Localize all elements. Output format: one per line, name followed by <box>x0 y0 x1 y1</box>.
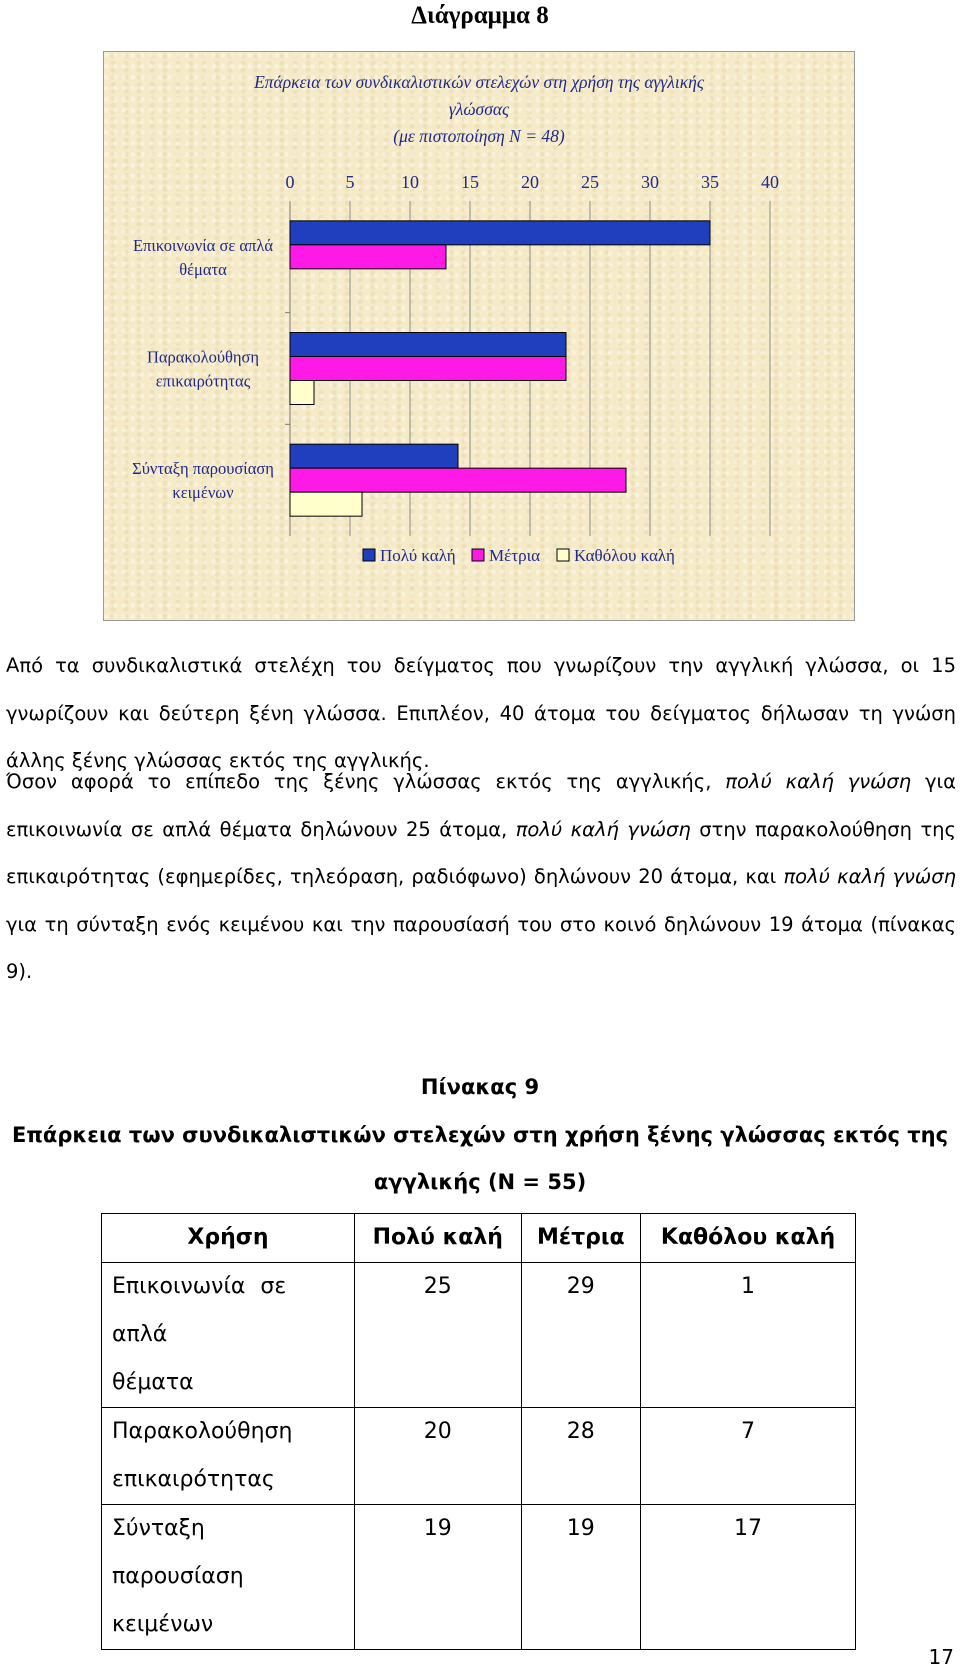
x-tick-label: 30 <box>641 172 659 192</box>
header-moderate: Μέτρια <box>521 1214 641 1263</box>
p2-seg-g: για τη σύνταξη ενός κειμένου και την παρουσίασή του στο κοινό δηλώνουν 19 άτομα (πίνακας 9). <box>6 912 956 983</box>
legend-swatch <box>472 549 484 561</box>
table-row <box>102 1408 856 1505</box>
x-tick-label: 40 <box>761 172 779 192</box>
x-tick-label: 10 <box>401 172 419 192</box>
cell-moderate: 29 <box>521 1263 641 1408</box>
page-number: 17 <box>928 1645 954 1669</box>
data-table <box>101 1213 856 1650</box>
row-label-line-2: επικαιρότητας <box>112 1467 275 1492</box>
paragraph-2 <box>6 758 956 996</box>
figure-heading: Διάγραμμα 8 <box>411 2 549 29</box>
row-label <box>102 1408 355 1505</box>
p2-seg-e: στην παρακολούθηση της επικαιρότητας (εφημερίδες, τηλεόραση, ραδιόφωνο) δηλώνουν 20 άτομα, και <box>6 817 956 888</box>
row-label-line-1: Σύνταξη παρουσίαση <box>112 1516 244 1589</box>
x-tick-label: 0 <box>285 172 295 192</box>
x-tick-label: 5 <box>345 172 355 192</box>
x-tick-label: 15 <box>461 172 479 192</box>
cell-very-good: 20 <box>355 1408 522 1505</box>
cell-moderate: 28 <box>521 1408 641 1505</box>
bar-very-good <box>290 333 566 357</box>
legend-swatch <box>363 549 375 561</box>
category-label: κειμένων <box>172 483 234 503</box>
legend-label: Πολύ καλή <box>380 546 456 565</box>
x-tick-label: 25 <box>581 172 599 192</box>
category-label: επικαιρότητας <box>155 371 251 391</box>
legend-swatch <box>557 549 569 561</box>
paragraph-1-text: Από τα συνδικαλιστικά στελέχη του δείγματος που γνωρίζουν την αγγλική γλώσσα, οι 15 γνωρίζουν και δεύτερη ξένη γλώσσα. Επιπλέον, 40 άτομα του δείγματος δήλωσαν τη γνώση άλλης ξένης γλώσσας εκτός της αγγλικής. <box>6 654 956 772</box>
cell-very-good: 25 <box>355 1263 522 1408</box>
row-label <box>102 1263 355 1408</box>
x-tick-label: 35 <box>701 172 719 192</box>
category-label: Σύνταξη παρουσίαση <box>132 459 274 479</box>
row-label-line-2: κειμένων <box>112 1612 214 1637</box>
legend-label: Μέτρια <box>489 546 541 565</box>
legend-label: Καθόλου καλή <box>574 546 675 565</box>
p2-seg-a: Όσον αφορά το επίπεδο της ξένης γλώσσας εκτός της αγγλικής, <box>6 770 726 793</box>
header-usage: Χρήση <box>102 1214 355 1263</box>
bar-not-good <box>290 381 314 405</box>
cell-not-good: 1 <box>641 1263 856 1408</box>
chart-title-line-2: γλώσσας <box>448 99 510 119</box>
p2-emph-2: πολύ καλή γνώση <box>515 817 691 841</box>
table-row <box>102 1505 856 1650</box>
chart-title-line-1: Επάρκεια των συνδικαλιστικών στελεχών στη χρήση της αγγλικής <box>254 72 704 92</box>
p2-emph-3: πολύ καλή γνώση <box>783 865 956 888</box>
x-tick-label: 20 <box>521 172 539 192</box>
cell-moderate: 19 <box>521 1505 641 1650</box>
cell-not-good: 17 <box>641 1505 856 1650</box>
table-number: Πίνακας 9 <box>420 1075 540 1099</box>
bar-not-good <box>290 492 362 516</box>
bar-very-good <box>290 221 710 245</box>
row-label-line-1: Επικοινωνία σε απλά <box>112 1274 287 1347</box>
row-label-line-1: Παρακολούθηση <box>112 1419 293 1444</box>
chart-title-line-3: (με πιστοποίηση Ν = 48) <box>393 126 565 146</box>
bar-chart <box>103 51 855 621</box>
row-label-line-2: θέματα <box>112 1370 194 1395</box>
category-label: Επικοινωνία σε απλά <box>132 235 274 255</box>
bar-moderate <box>290 468 626 492</box>
bar-moderate <box>290 245 446 269</box>
category-label: θέματα <box>179 259 227 279</box>
row-label <box>102 1505 355 1650</box>
bar-moderate <box>290 357 566 381</box>
table-title-line-1: Επάρκεια των συνδικαλιστικών στελεχών στη χρήση ξένης γλώσσας εκτός της <box>11 1123 949 1147</box>
table-header-row <box>102 1214 856 1263</box>
table-row <box>102 1263 856 1408</box>
header-very-good: Πολύ καλή <box>355 1214 522 1263</box>
cell-not-good: 7 <box>641 1408 856 1505</box>
header-not-good: Καθόλου καλή <box>641 1214 856 1263</box>
category-label: Παρακολούθηση <box>146 347 260 367</box>
bar-very-good <box>290 444 458 468</box>
table-title-line-2: αγγλικής (Ν = 55) <box>373 1170 587 1194</box>
paragraph-2-text <box>6 758 956 996</box>
cell-very-good: 19 <box>355 1505 522 1650</box>
p2-emph-1: πολύ καλή γνώση <box>725 770 912 793</box>
p2-seg-c: για επικοινωνία σε απλά θέματα δηλώνουν 25 άτομα, <box>6 770 956 841</box>
